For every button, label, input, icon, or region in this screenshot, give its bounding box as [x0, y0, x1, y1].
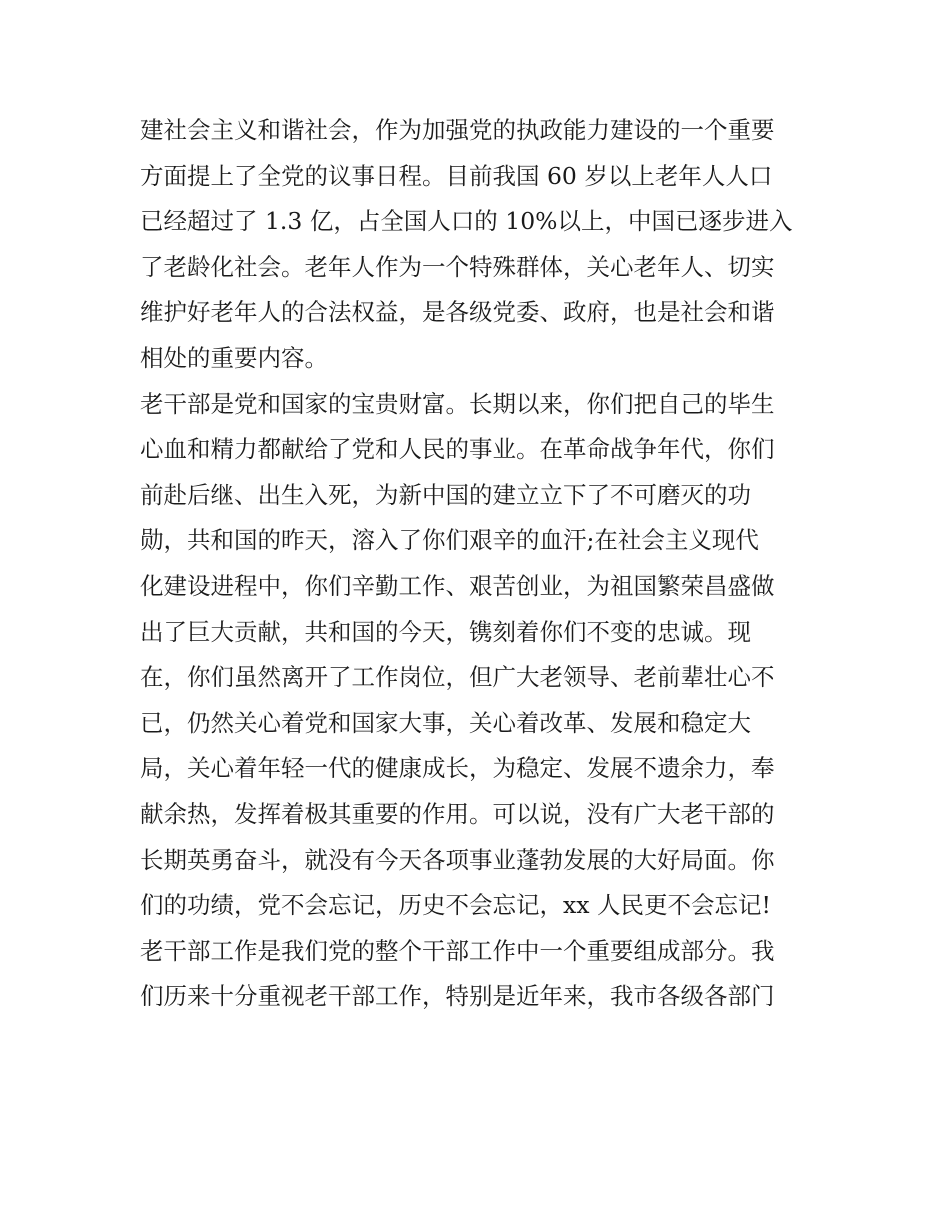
text-line: 建社会主义和谐社会，作为加强党的执政能力建设的一个重要 — [140, 116, 775, 144]
text-line: 老干部工作是我们党的整个干部工作中一个重要组成部分。我 — [140, 936, 775, 965]
text-line: 相处的重要内容。 — [140, 343, 328, 372]
text-line: 已，仍然关心着党和国家大事，关心着改革、发展和稳定大 — [140, 708, 751, 737]
text-line: 勋，共和国的昨天，溶入了你们艰辛的血汗;在社会主义现代 — [140, 526, 759, 555]
text-line: 在，你们虽然离开了工作岗位，但广大老领导、老前辈壮心不 — [140, 663, 775, 692]
text-line: 局，关心着年轻一代的健康成长，为稳定、发展不遗余力，奉 — [140, 754, 775, 783]
text-line: 维护好老年人的合法权益，是各级党委、政府，也是社会和谐 — [140, 298, 775, 327]
text-line: 心血和精力都献给了党和人民的事业。在革命战争年代，你们 — [140, 435, 775, 464]
text-line: 长期英勇奋斗，就没有今天各项事业蓬勃发展的大好局面。你 — [140, 845, 775, 874]
text-line: 出了巨大贡献，共和国的今天，镌刻着你们不变的忠诚。现 — [140, 617, 751, 646]
text-line: 们的功绩，党不会忘记，历史不会忘记，xx 人民更不会忘记! — [140, 891, 771, 920]
body-text — [140, 108, 820, 1020]
text-line: 方面提上了全党的议事日程。目前我国 60 岁以上老年人人口 — [140, 161, 773, 190]
text-line: 化建设进程中，你们辛勤工作、艰苦创业，为祖国繁荣昌盛做 — [140, 571, 775, 600]
text-line: 们历来十分重视老干部工作，特别是近年来，我市各级各部门 — [140, 982, 775, 1011]
text-line: 了老龄化社会。老年人作为一个特殊群体，关心老年人、切实 — [140, 252, 775, 281]
text-line: 老干部是党和国家的宝贵财富。长期以来，你们把自己的毕生 — [140, 389, 775, 418]
text-line: 前赴后继、出生入死，为新中国的建立立下了不可磨灭的功 — [140, 480, 751, 509]
text-line: 献余热，发挥着极其重要的作用。可以说，没有广大老干部的 — [140, 799, 775, 828]
text-line: 已经超过了 1.3 亿，占全国人口的 10%以上，中国已逐步进入 — [140, 207, 793, 236]
